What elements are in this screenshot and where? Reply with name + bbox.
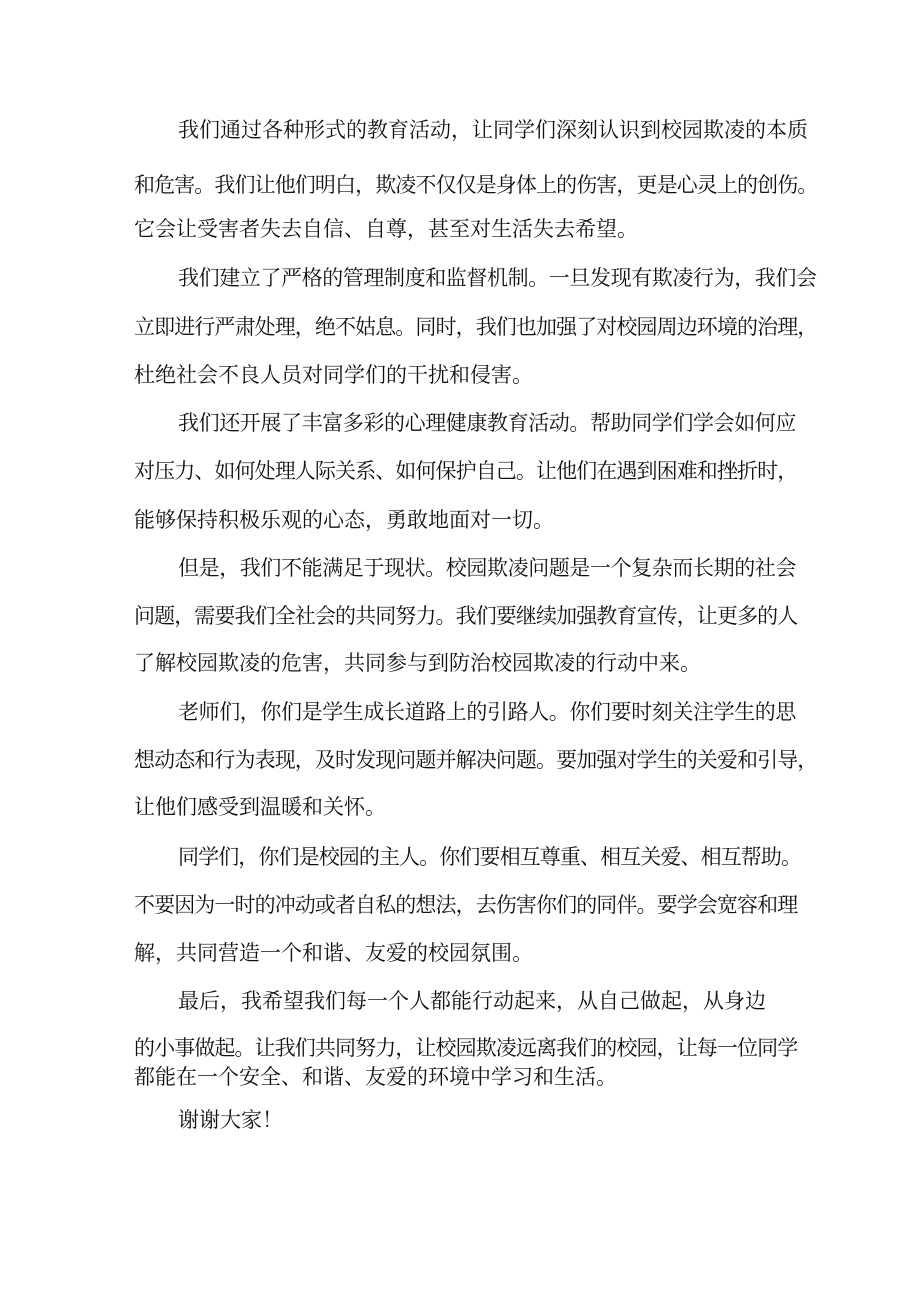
paragraph-line: 解，共同营造一个和谐、友爱的校园氛围。	[134, 941, 533, 965]
paragraph-line: 我们通过各种形式的教育活动，让同学们深刻认识到校园欺凌的本质	[178, 118, 808, 142]
paragraph-line: 和危害。我们让他们明白，欺凌不仅仅是身体上的伤害，更是心灵上的创伤。	[134, 173, 818, 197]
paragraph-line: 同学们，你们是校园的主人。你们要相互尊重、相互关爱、相互帮助。	[178, 845, 802, 869]
paragraph-line: 立即进行严肃处理，绝不姑息。同时，我们也加强了对校园周边环境的治理，	[134, 315, 818, 339]
paragraph-line: 都能在一个安全、和谐、友爱的环境中学习和生活。	[134, 1065, 617, 1089]
paragraph-line: 老师们，你们是学生成长道路上的引路人。你们要时刻关注学生的思	[178, 700, 796, 724]
paragraph-line: 最后，我希望我们每一个人都能行动起来，从自己做起，从身边	[178, 989, 766, 1013]
paragraph-line: 但是，我们不能满足于现状。校园欺凌问题是一个复杂而长期的社会	[178, 556, 796, 580]
paragraph-line: 了解校园欺凌的危害，共同参与到防治校园欺凌的行动中来。	[134, 651, 701, 675]
paragraph-line: 我们建立了严格的管理制度和监督机制。一旦发现有欺凌行为，我们会	[178, 266, 817, 290]
paragraph-line: 问题，需要我们全社会的共同努力。我们要继续加强教育宣传，让更多的人	[134, 604, 798, 628]
paragraph-line: 它会让受害者失去自信、自尊，甚至对生活失去希望。	[134, 217, 638, 241]
paragraph-line: 杜绝社会不良人员对同学们的干扰和侵害。	[134, 363, 533, 387]
paragraph-line: 对压力、如何处理人际关系、如何保护自己。让他们在遇到困难和挫折时，	[134, 459, 798, 483]
paragraph-line: 能够保持积极乐观的心态，勇敢地面对一切。	[134, 508, 554, 532]
paragraph-line: 我们还开展了丰富多彩的心理健康教育活动。帮助同学们学会如何应	[178, 411, 796, 435]
paragraph-line: 的小事做起。让我们共同努力，让校园欺凌远离我们的校园，让每一位同学	[134, 1036, 798, 1060]
paragraph-line: 不要因为一时的冲动或者自私的想法，去伤害你们的同伴。要学会宽容和理	[134, 893, 798, 917]
closing-line: 谢谢大家！	[178, 1108, 283, 1132]
paragraph-line: 想动态和行为表现，及时发现问题并解决问题。要加强对学生的关爱和引导，	[134, 748, 818, 772]
paragraph-line: 让他们感受到温暖和关怀。	[134, 795, 386, 819]
